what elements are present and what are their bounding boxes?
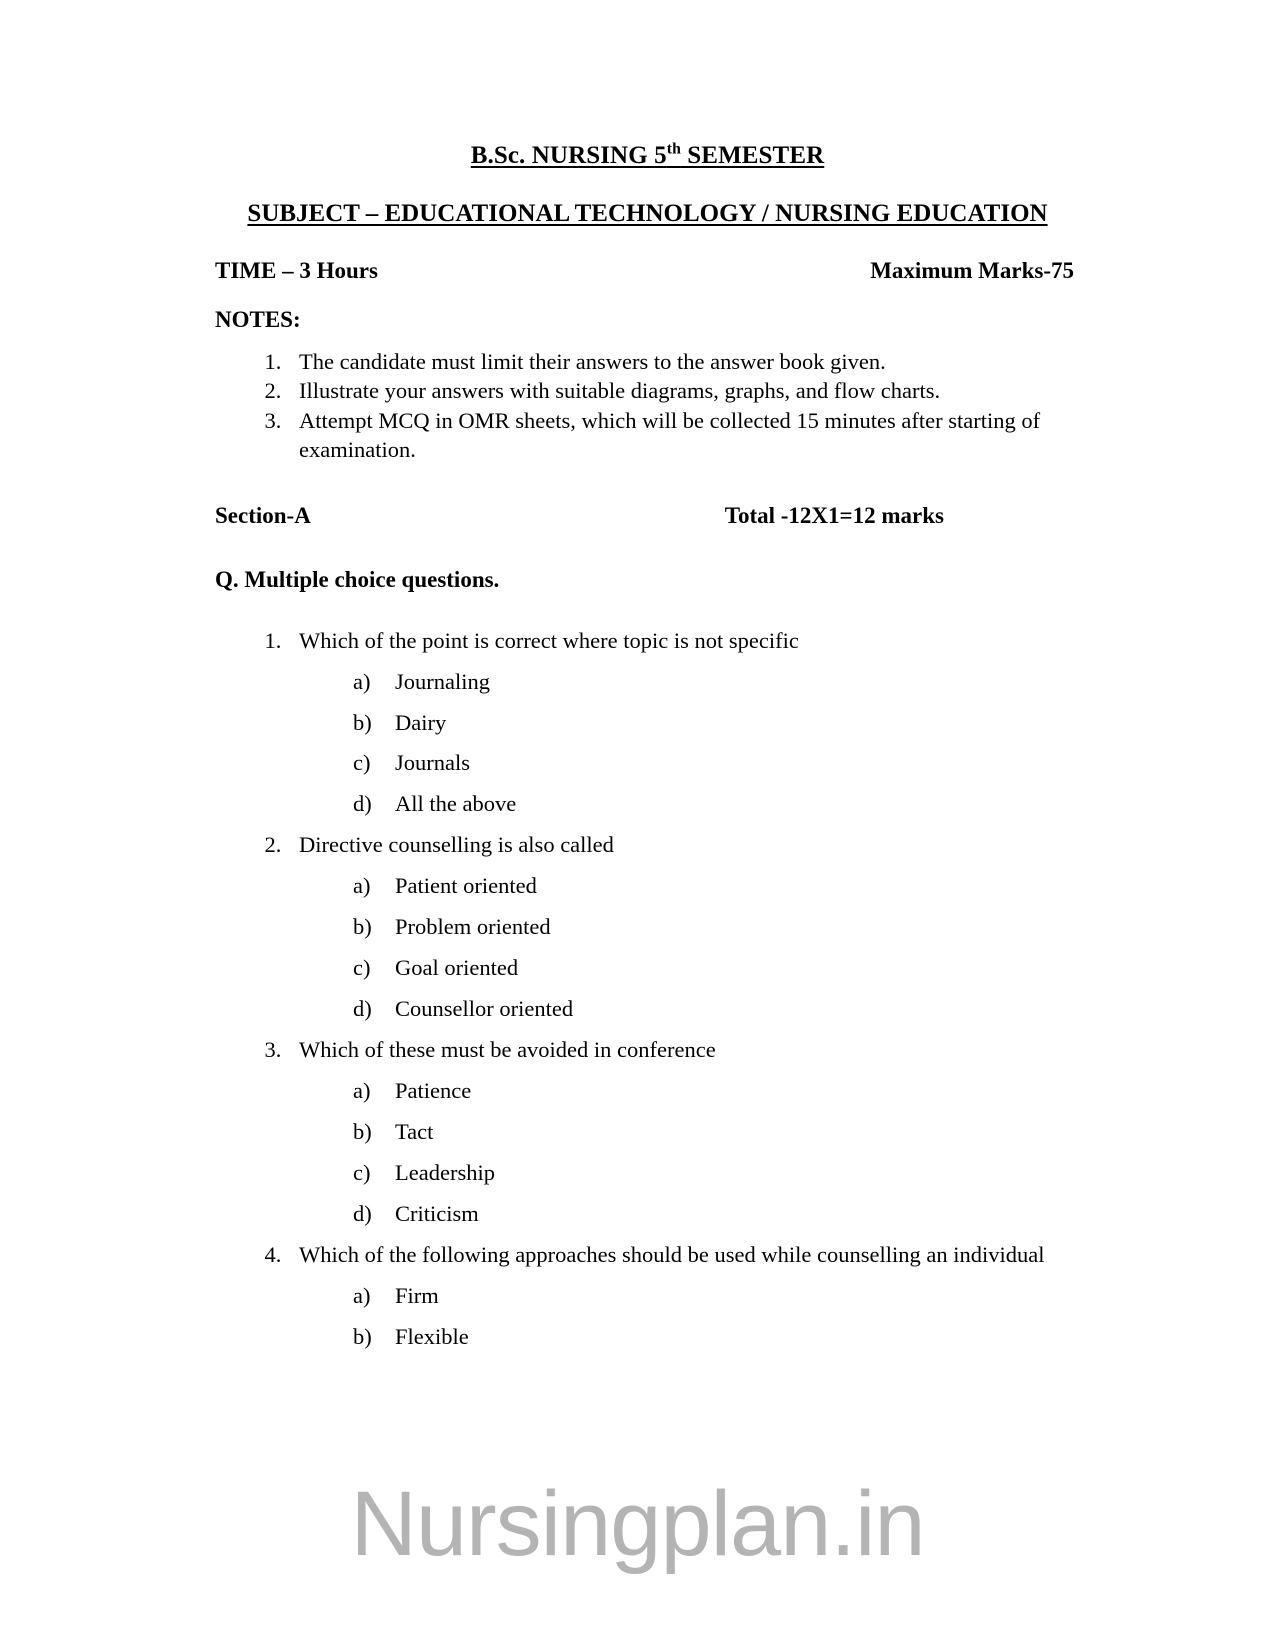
list-item: 1. The candidate must limit their answers to the answer book given. bbox=[287, 347, 1080, 376]
maximum-marks-label: Maximum Marks-75 bbox=[870, 257, 1074, 283]
options-list bbox=[299, 662, 1080, 826]
questions-list bbox=[215, 621, 1080, 1358]
time-label: TIME – 3 Hours bbox=[215, 257, 378, 283]
option-item[interactable]: Tact bbox=[395, 1118, 434, 1144]
option-item[interactable]: Patience bbox=[395, 1077, 472, 1103]
options-list bbox=[299, 1276, 1080, 1358]
list-item: 2. Illustrate your answers with suitable diagrams, graphs, and flow charts. bbox=[287, 376, 1080, 405]
option-item[interactable]: Problem oriented bbox=[395, 914, 551, 940]
section-meta-row bbox=[215, 503, 1080, 529]
notes-list bbox=[215, 347, 1080, 465]
question-item bbox=[287, 825, 1080, 1030]
option-item[interactable]: Criticism bbox=[395, 1200, 479, 1226]
option-item[interactable]: Leadership bbox=[395, 1159, 495, 1185]
option-item[interactable]: Patient oriented bbox=[395, 873, 537, 899]
question-text: 3. Which of these must be avoided in conference bbox=[299, 1037, 716, 1062]
list-item: 3. Attempt MCQ in OMR sheets, which will be collected 15 minutes after starting of examination. bbox=[287, 406, 1080, 465]
option-item[interactable]: Goal oriented bbox=[395, 955, 519, 981]
page-subtitle-text: SUBJECT – EDUCATIONAL TECHNOLOGY / NURSING EDUCATION bbox=[247, 200, 1048, 228]
notes-heading: NOTES: bbox=[215, 306, 301, 332]
option-item[interactable]: Journals bbox=[395, 750, 470, 776]
question-text: 4. Which of the following approaches should be used while counselling an individual bbox=[299, 1241, 1045, 1267]
section-marks-label: Total -12X1=12 marks bbox=[724, 502, 944, 528]
page-title-suffix: SEMESTER bbox=[680, 142, 825, 169]
page-subtitle bbox=[215, 196, 1080, 232]
exam-meta-row bbox=[215, 258, 1080, 284]
page-title-prefix: B.Sc. NURSING 5 bbox=[470, 142, 667, 169]
options-list bbox=[299, 1071, 1080, 1235]
option-item[interactable]: Counsellor oriented bbox=[395, 996, 574, 1022]
question-item bbox=[287, 1030, 1080, 1235]
document-content bbox=[215, 0, 1080, 1358]
question-text: 2. Directive counselling is also called bbox=[299, 832, 614, 858]
question-item bbox=[287, 621, 1080, 826]
option-item[interactable]: Flexible bbox=[395, 1323, 469, 1349]
question-text: 1. Which of the point is correct where topic is not specific bbox=[299, 627, 799, 653]
section-label: Section-A bbox=[215, 502, 311, 528]
option-item[interactable]: Firm bbox=[395, 1282, 439, 1308]
page-title-superscript: th bbox=[666, 140, 681, 158]
option-item[interactable]: Dairy bbox=[395, 709, 447, 735]
page-title bbox=[215, 140, 1080, 171]
option-item[interactable]: Journaling bbox=[395, 668, 490, 694]
question-item bbox=[287, 1235, 1080, 1358]
site-watermark: Nursingplan.in bbox=[350, 1473, 925, 1575]
mcq-heading: Q. Multiple choice questions. bbox=[215, 566, 500, 592]
option-item[interactable]: All the above bbox=[395, 791, 517, 817]
options-list bbox=[299, 866, 1080, 1030]
